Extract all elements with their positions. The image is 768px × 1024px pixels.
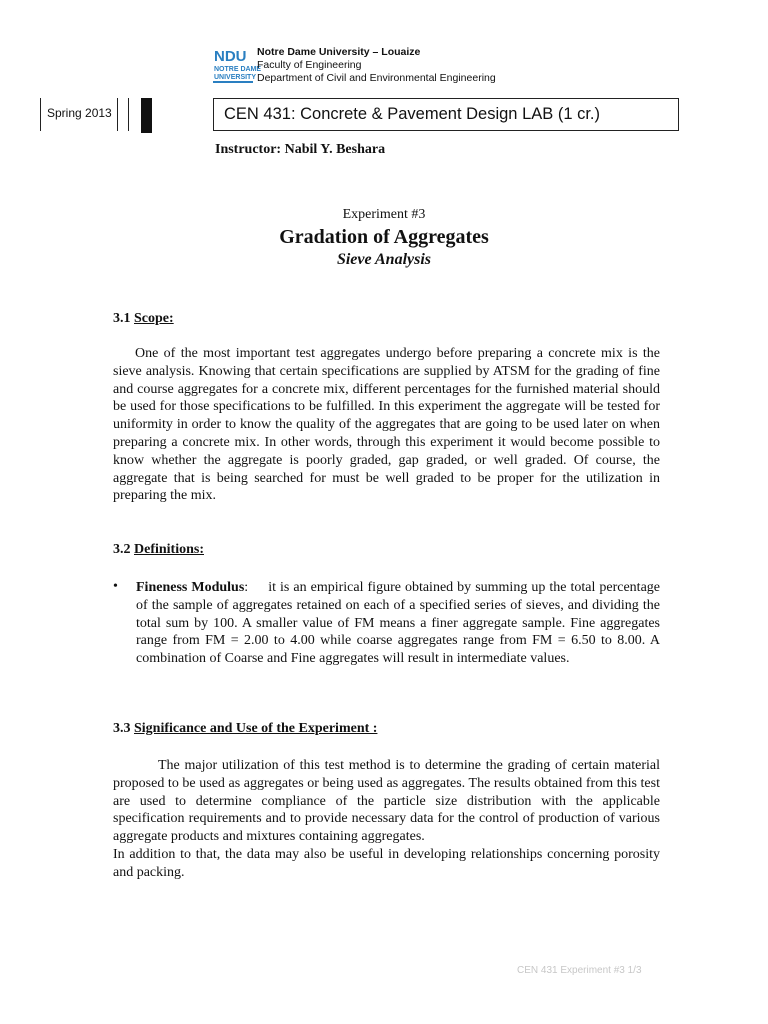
divider-line [117,98,118,131]
section-heading-definitions [113,542,204,558]
instructor-name: Instructor: Nabil Y. Beshara [215,142,386,157]
university-block [257,46,496,85]
section-number: 3.3 [113,721,131,736]
page-subtitle: Sieve Analysis [336,251,432,268]
faculty-name: Faculty of Engineering [257,59,362,71]
section-number: 3.2 [113,542,131,557]
scope-paragraph: One of the most important test aggregates undergo before preparing a concrete mix is the sieve analysis. Knowing that certain specifications are supplied by ATSM for the grading of fine and course aggregates for a concrete mix, different percentages for the furnished material should be used for those specifications to be fulfilled. In this experiment the aggregate will be tested for uniformity in order to know the quality of the aggregates that are going to be used later on when preparing a concrete mix. In other words, through this experiment it would become possible to know whether the aggregate is poorly graded, gap graded, or well graded. Of course, the aggregate that is being searched for must be well graded to be proper for the utilization in preparing the mix. [113,346,660,504]
definition-colon: : [244,580,249,595]
divider-line [128,98,129,131]
experiment-number: Experiment #3 [342,207,426,222]
divider-block [141,98,152,133]
logo-line-2: UNIVERSITY [214,74,257,81]
section-title: Significance and Use of the Experiment : [134,721,378,736]
ndu-logo [213,47,262,85]
significance-block [113,757,660,882]
logo-letters: NDU [214,48,247,65]
semester-label: Spring 2013 [40,98,112,131]
definition-term: Fineness Modulus [136,580,245,595]
significance-paragraph-1: The major utilization of this test method is to determine the grading of certain material proposed to be used as aggregates or being used as aggregates. The results obtained from this test are used to determine compliance of the particle size distribution with the applicable specification requirements and to provide necessary data for the control of production of various aggregate products and mixtures containing aggregates. [113,758,660,845]
section-heading-significance [113,721,377,737]
significance-paragraph-2: In addition to that, the data may also be useful in developing relationships concerning porosity and packing. [113,846,660,880]
logo-line-1: NOTRE DAME [214,66,262,73]
university-name: Notre Dame University – Louaize [257,46,421,58]
definition-item [136,579,660,668]
page-footer: CEN 431 Experiment #3 1/3 [517,965,642,976]
definition-text: it is an empirical figure obtained by summing up the total percentage of the sample of aggregates retained on each of a specified series of sieves, and dividing the total sum by 100. A smaller value of FM means a finer aggregate sample. Fine aggregates range from FM = 2.00 to 4.00 while coarse aggregates range from FM = 6.50 to 8.00. A combination of Coarse and Fine aggregates will result in intermediate values. [136,580,660,667]
course-title-box: CEN 431: Concrete & Pavement Design LAB (1 cr.) [213,98,679,131]
bullet-icon: • [113,579,118,594]
section-title: Definitions: [134,542,204,557]
section-number: 3.1 [113,311,131,326]
department-name: Department of Civil and Environmental Engineering [257,72,496,84]
page-title: Gradation of Aggregates [279,226,489,248]
section-title: Scope: [134,311,174,326]
section-heading-scope [113,311,174,327]
